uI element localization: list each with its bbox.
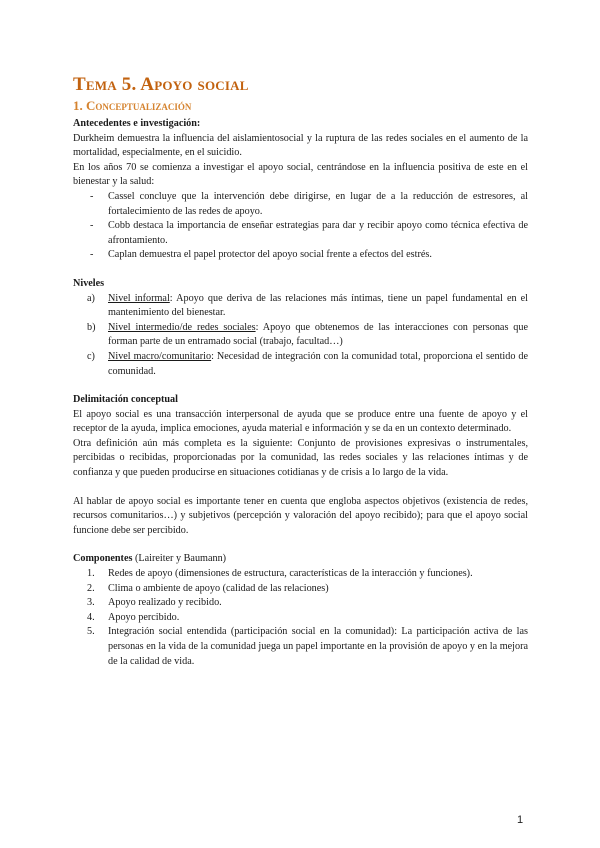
componentes-heading: Componentes (73, 553, 133, 565)
list-item: 3. Apoyo realizado y recibido. (87, 597, 222, 609)
page-title: Tema 5. Apoyo social (73, 74, 249, 95)
list-item: - Cassel concluye que la intervención debe dirigirse, en lugar de a la reducción de estresores, al fortalecimiento de las redes de apoyo. (90, 190, 528, 217)
list-item: b) Nivel intermedio/de redes sociales: Apoyo que obtenemos de las interacciones con personas que forman parte de un entramado social (trabajo, facultad…) (87, 321, 528, 348)
list-item: 1. Redes de apoyo (dimensiones de estructura, características de la interacción y funciones). (87, 568, 473, 580)
componentes-heading-line (73, 552, 528, 567)
antecedentes-paragraph-2: En los años 70 se comienza a investigar el apoyo social, centrándose en la influencia positiva de este en el bienestar y la salud: (73, 161, 528, 188)
componentes-list (73, 567, 528, 669)
list-item: - Caplan demuestra el papel protector del apoyo social frente a efectos del estrés. (90, 249, 432, 261)
componentes-source: (Laireiter y Baumann) (132, 553, 227, 565)
niveles-heading: Niveles (73, 277, 105, 289)
list-item: - Cobb destaca la importancia de enseñar estrategias para dar y recibir apoyo como técnica efectiva de afrontamiento. (90, 220, 528, 246)
page-number: 1 (517, 814, 524, 826)
niveles-list (73, 292, 528, 380)
hablar-paragraph: Al hablar de apoyo social es importante tener en cuenta que engloba aspectos objetivos (existencia de redes, recursos comunitarios…) y subjetivos (percepción y valoración del apoyo recibido); para que el apoyo social funcione debe ser percibido. (73, 495, 528, 536)
list-item: 5. Integración social entendida (participación social en la comunidad): La participación activa de las personas en la vida de la comunidad juega un papel importante en la provisión de apoyo y en la mejora de la calidad de vida. (87, 626, 528, 667)
antecedentes-heading: Antecedentes e investigación: (73, 118, 201, 129)
antecedentes-paragraph-1: Durkheim demuestra la influencia del aislamientosocial y la ruptura de las redes sociales en el aumento de la mortalidad, especialmente, en el suicidio. (73, 132, 528, 159)
list-item: c) Nivel macro/comunitario: Necesidad de integración con la comunidad total, proporciona el sentido de comunidad. (87, 350, 528, 377)
list-item: 4. Apoyo percibido. (87, 611, 180, 623)
section-heading: 1. Conceptualización (73, 98, 192, 113)
delimitacion-paragraph-2: Otra definición aún más completa es la siguiente: Conjunto de provisiones expresivas o instrumentales, percibidas o recibidas, proporcionadas por la comunidad, las redes sociales y las relaciones íntimas y de confianza y que pueden producirse en situaciones cotidianas y de crisis a lo largo de la vida. (73, 437, 528, 479)
delimitacion-heading: Delimitación conceptual (73, 394, 178, 406)
page-content (73, 74, 528, 669)
antecedentes-bullet-list (73, 190, 528, 263)
delimitacion-paragraph-1: El apoyo social es una transacción interpersonal de ayuda que se produce entre una fuente de apoyo y el receptor de la ayuda, implica emociones, ayuda material e información y se da en un contexto determinado. (73, 408, 528, 435)
list-item: a) Nivel informal: Apoyo que deriva de las relaciones más íntimas, tiene un papel fundamental en el mantenimiento del bienestar. (87, 292, 528, 319)
list-item: 2. Clima o ambiente de apoyo (calidad de las relaciones) (87, 582, 329, 594)
